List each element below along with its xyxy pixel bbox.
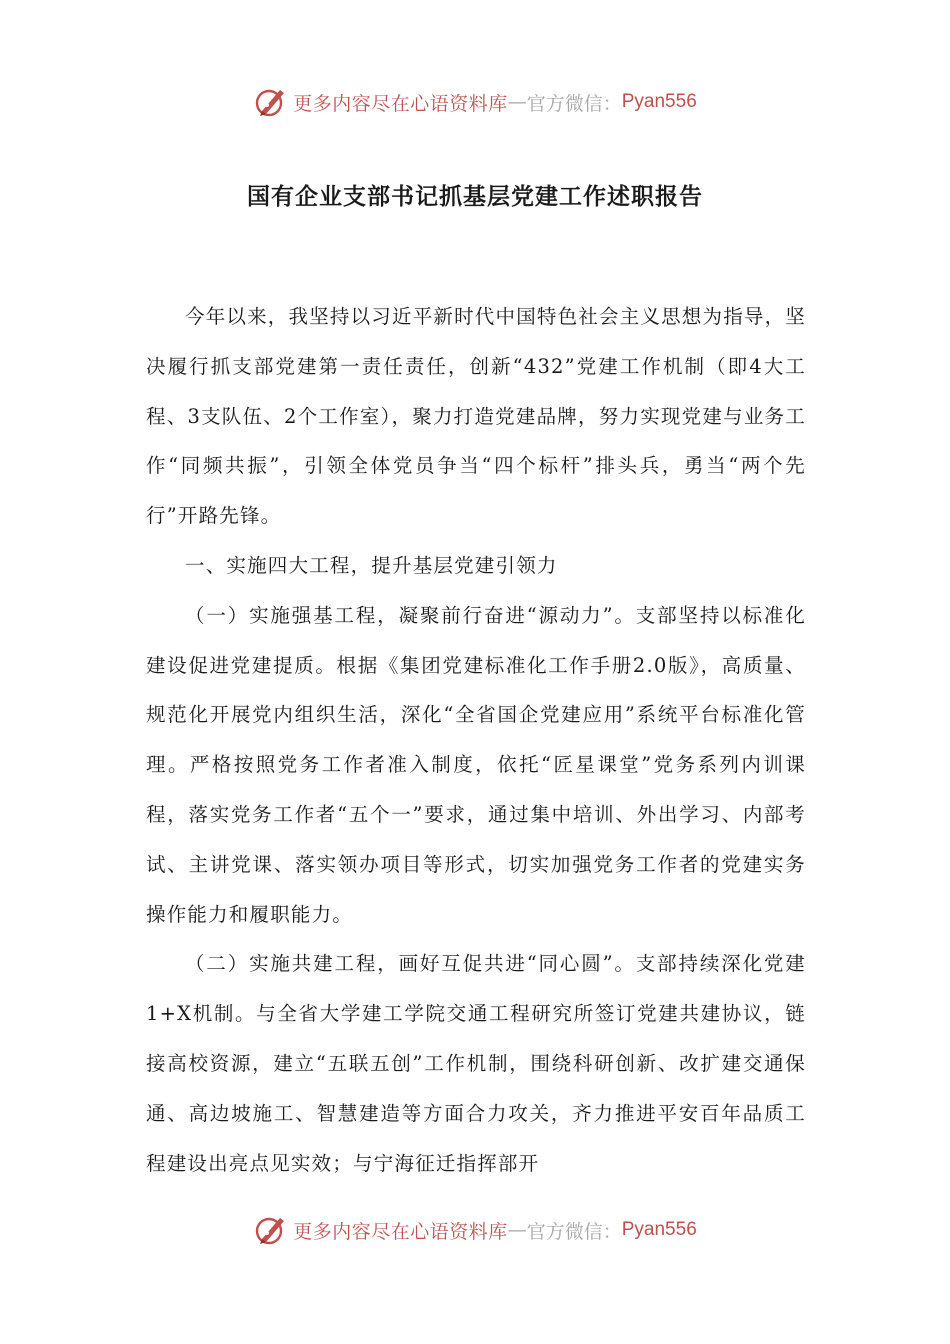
- banner-wechat-handle: Pyan556: [621, 1219, 697, 1240]
- pen-logo-icon: [253, 84, 289, 120]
- banner-wechat-label: 官方微信：: [526, 92, 622, 115]
- banner-dash: —: [507, 1219, 527, 1241]
- banner-wechat-label: 官方微信：: [526, 1220, 622, 1243]
- banner-dash: —: [507, 91, 527, 113]
- footer-watermark-banner: [0, 1210, 950, 1250]
- banner-brand-text: 更多内容尽在心语资料库: [293, 92, 508, 115]
- body-paragraph: （二）实施共建工程，画好互促共进“同心圆”。支部持续深化党建1+X机制。与全省大学建工学院交通工程研究所签订党建共建协议，链接高校资源，建立“五联五创”工作机制，围绕科研创新、改扩建交通保通、高边坡施工、智慧建造等方面合力攻关，齐力推进平安百年品质工程建设出亮点见实效；与宁海征迁指挥部开: [146, 952, 806, 1175]
- document-body: [146, 292, 806, 1188]
- header-watermark-banner: [0, 82, 950, 122]
- document-title: 国有企业支部书记抓基层党建工作述职报告: [247, 183, 703, 210]
- banner-brand-text: 更多内容尽在心语资料库: [293, 1220, 508, 1243]
- body-paragraph: （一）实施强基工程，凝聚前行奋进“源动力”。支部坚持以标准化建设促进党建提质。根据《集团党建标准化工作手册2.0版》，高质量、规范化开展党内组织生活，深化“全省国企党建应用”系统平台标准化管理。严格按照党务工作者准入制度，依托“匠星课堂”党务系列内训课程，落实党务工作者“五个一”要求，通过集中培训、外出学习、内部考试、主讲党课、落实领办项目等形式，切实加强党务工作者的党建实务操作能力和履职能力。: [146, 603, 806, 926]
- section-heading: 一、实施四大工程，提升基层党建引领力: [185, 553, 558, 577]
- banner-wechat-handle: Pyan556: [621, 91, 697, 112]
- body-paragraph: 今年以来，我坚持以习近平新时代中国特色社会主义思想为指导，坚决履行抓支部党建第一责任责任，创新“432”党建工作机制（即4大工程、3支队伍、2个工作室），聚力打造党建品牌，努力实现党建与业务工作“同频共振”，引领全体党员争当“四个标杆”排头兵，勇当“两个先行”开路先锋。: [146, 305, 807, 528]
- pen-logo-icon: [253, 1212, 289, 1248]
